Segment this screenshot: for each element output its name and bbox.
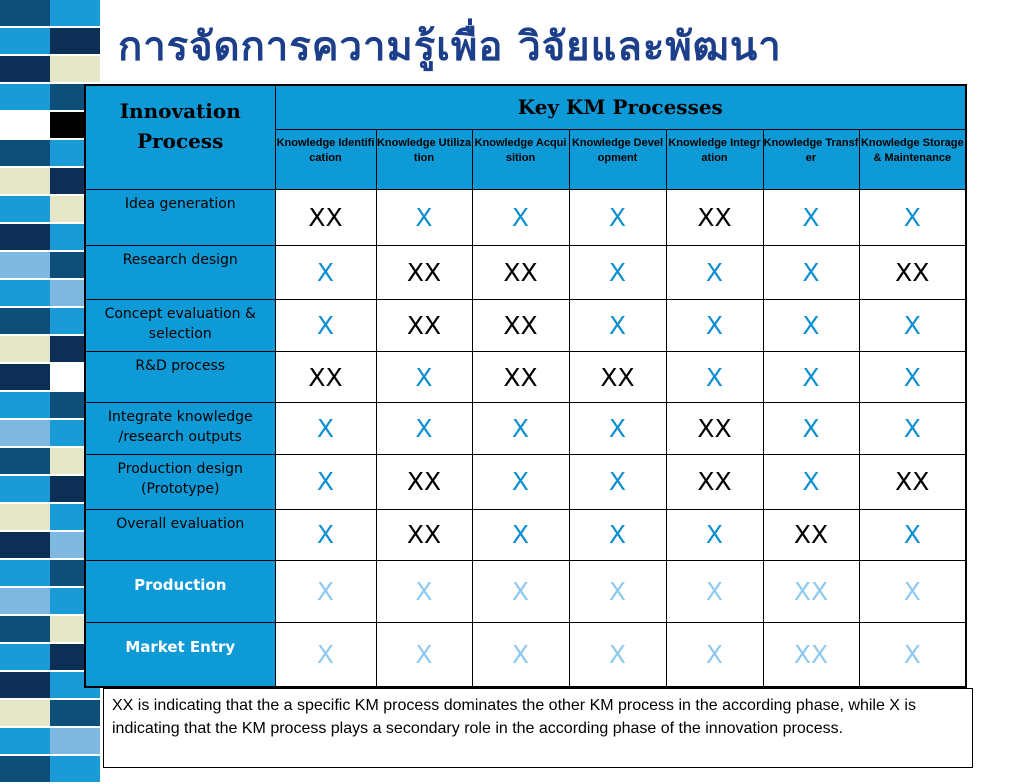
mark-cell: XX <box>569 352 666 403</box>
mark-cell: XX <box>376 509 472 560</box>
mark-cell: X <box>275 560 376 622</box>
mark-cell: XX <box>275 189 376 245</box>
table-row <box>85 352 966 403</box>
strip-block <box>0 448 50 476</box>
table-row <box>85 623 966 687</box>
strip-block <box>0 476 50 504</box>
mark-cell: XX <box>472 299 569 351</box>
col-knowledge-integration: Knowledge Integration <box>666 129 763 189</box>
mark-cell: X <box>569 245 666 299</box>
phase-label: Research design <box>85 245 275 299</box>
mark-cell: X <box>763 352 859 403</box>
innovation-process-header: Innovation Process <box>85 85 275 189</box>
mark-cell: XX <box>763 560 859 622</box>
strip-block <box>0 616 50 644</box>
mark-cell: XX <box>763 623 859 687</box>
mark-cell: X <box>666 245 763 299</box>
phase-label: Market Entry <box>85 623 275 687</box>
table-row <box>85 403 966 454</box>
mark-cell: XX <box>472 352 569 403</box>
strip-block <box>50 28 100 56</box>
mark-cell: X <box>275 623 376 687</box>
strip-block <box>0 196 50 224</box>
strip-block <box>50 756 100 784</box>
mark-cell: XX <box>666 403 763 454</box>
mark-cell: X <box>472 189 569 245</box>
mark-cell: X <box>472 623 569 687</box>
strip-block <box>50 728 100 756</box>
mark-cell: X <box>569 454 666 509</box>
strip-block <box>0 280 50 308</box>
col-knowledge-development: Knowledge Development <box>569 129 666 189</box>
mark-cell: X <box>569 560 666 622</box>
mark-cell: X <box>666 352 763 403</box>
mark-cell: X <box>275 245 376 299</box>
strip-block <box>0 56 50 84</box>
mark-cell: X <box>859 352 966 403</box>
col-knowledge-utilization: Knowledge Utilization <box>376 129 472 189</box>
mark-cell: X <box>763 454 859 509</box>
phase-label: R&D process <box>85 352 275 403</box>
mark-cell: XX <box>859 245 966 299</box>
mark-cell: X <box>376 623 472 687</box>
strip-block <box>0 420 50 448</box>
km-table-body <box>85 189 966 687</box>
mark-cell: X <box>376 189 472 245</box>
strip-block <box>0 112 50 140</box>
strip-block <box>0 84 50 112</box>
phase-label: Concept evaluation & selection <box>85 299 275 351</box>
phase-label: Overall evaluation <box>85 509 275 560</box>
mark-cell: XX <box>376 299 472 351</box>
mark-cell: X <box>666 509 763 560</box>
mark-cell: X <box>859 509 966 560</box>
mark-cell: X <box>859 623 966 687</box>
mark-cell: XX <box>666 189 763 245</box>
mark-cell: X <box>472 454 569 509</box>
strip-block <box>50 0 100 28</box>
mark-cell: X <box>275 299 376 351</box>
table-row <box>85 454 966 509</box>
mark-cell: X <box>376 560 472 622</box>
strip-block <box>0 336 50 364</box>
mark-cell: X <box>859 403 966 454</box>
mark-cell: X <box>472 560 569 622</box>
strip-block <box>0 364 50 392</box>
strip-block <box>0 728 50 756</box>
strip-block <box>0 252 50 280</box>
table-row <box>85 560 966 622</box>
mark-cell: X <box>763 245 859 299</box>
mark-cell: X <box>569 509 666 560</box>
mark-cell: X <box>275 454 376 509</box>
strip-block <box>0 504 50 532</box>
mark-cell: X <box>569 189 666 245</box>
km-process-table <box>84 84 967 688</box>
strip-block <box>0 588 50 616</box>
mark-cell: X <box>763 299 859 351</box>
legend-note-text: XX is indicating that the a specific KM process dominates the other KM process in the according phase, while X is indicating that the KM process plays a secondary role in the according phase of the innovation process. <box>112 697 916 737</box>
mark-cell: X <box>859 560 966 622</box>
mark-cell: X <box>569 623 666 687</box>
key-km-processes-header: Key KM Processes <box>275 85 966 129</box>
mark-cell: X <box>666 623 763 687</box>
col-knowledge-transfer: Knowledge Transfer <box>763 129 859 189</box>
mark-cell: XX <box>666 454 763 509</box>
phase-label: Integrate knowledge /research outputs <box>85 403 275 454</box>
strip-block <box>50 700 100 728</box>
mark-cell: X <box>275 403 376 454</box>
mark-cell: X <box>859 299 966 351</box>
mark-cell: X <box>666 560 763 622</box>
strip-block <box>0 0 50 28</box>
mark-cell: XX <box>763 509 859 560</box>
mark-cell: XX <box>472 245 569 299</box>
mark-cell: X <box>376 403 472 454</box>
mark-cell: X <box>763 189 859 245</box>
strip-column-left <box>0 0 50 768</box>
strip-block <box>0 644 50 672</box>
mark-cell: X <box>376 352 472 403</box>
mark-cell: X <box>569 299 666 351</box>
strip-block <box>0 700 50 728</box>
mark-cell: X <box>275 509 376 560</box>
mark-cell: X <box>472 403 569 454</box>
mark-cell: X <box>763 403 859 454</box>
mark-cell: XX <box>275 352 376 403</box>
mark-cell: XX <box>859 454 966 509</box>
phase-label: Idea generation <box>85 189 275 245</box>
table-row <box>85 299 966 351</box>
strip-block <box>0 140 50 168</box>
strip-block <box>0 392 50 420</box>
table-row <box>85 509 966 560</box>
strip-block <box>50 56 100 84</box>
mark-cell: X <box>472 509 569 560</box>
strip-block <box>0 308 50 336</box>
strip-block <box>0 560 50 588</box>
mark-cell: X <box>569 403 666 454</box>
table-row <box>85 245 966 299</box>
col-knowledge-identification: Knowledge Identification <box>275 129 376 189</box>
col-knowledge-storage-maintenance: Knowledge Storage & Maintenance <box>859 129 966 189</box>
strip-block <box>0 224 50 252</box>
phase-label: Production <box>85 560 275 622</box>
mark-cell: X <box>859 189 966 245</box>
col-knowledge-acquisition: Knowledge Acquisition <box>472 129 569 189</box>
strip-block <box>0 168 50 196</box>
mark-cell: X <box>666 299 763 351</box>
table-row <box>85 189 966 245</box>
strip-block <box>0 672 50 700</box>
mark-cell: XX <box>376 245 472 299</box>
slide-title: การจัดการความรู้เพื่อ วิจัยและพัฒนา <box>118 24 782 70</box>
strip-block <box>0 756 50 784</box>
strip-block <box>0 28 50 56</box>
phase-label: Production design (Prototype) <box>85 454 275 509</box>
strip-block <box>0 532 50 560</box>
mark-cell: XX <box>376 454 472 509</box>
legend-note <box>103 688 973 768</box>
